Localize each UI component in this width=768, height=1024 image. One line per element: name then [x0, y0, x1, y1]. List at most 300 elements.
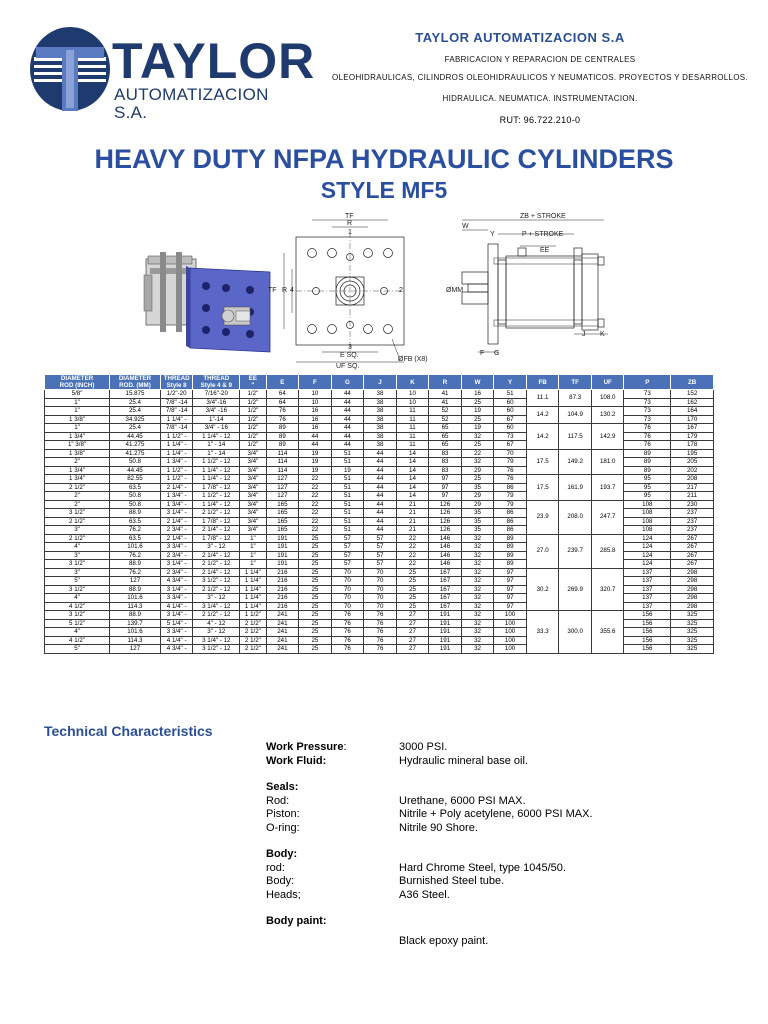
table-cell: 3/4": [240, 509, 266, 518]
table-cell: 3 1/4" - 12: [193, 602, 240, 611]
table-cell: 11: [396, 432, 429, 441]
body-label: Body:: [266, 848, 298, 860]
table-cell: 2 1/2" - 12: [193, 560, 240, 569]
table-cell-tf: 117.5: [559, 424, 592, 450]
table-cell-tf: 300.0: [559, 611, 592, 654]
table-cell: 76: [364, 628, 397, 637]
table-cell: 2 3/4" -: [160, 526, 193, 535]
table-row: [45, 611, 714, 620]
table-cell: 73: [624, 390, 671, 399]
table-cell: 14: [396, 449, 429, 458]
table-cell: 156: [624, 619, 671, 628]
table-cell: 21: [396, 526, 429, 535]
table-cell: 70: [331, 594, 364, 603]
table-cell: 137: [624, 585, 671, 594]
table-cell: 22: [299, 500, 332, 509]
table-cell: 25: [299, 568, 332, 577]
table-cell: 202: [671, 466, 714, 475]
logo-subtitle: AUTOMATIZACION S.A.: [114, 85, 269, 122]
table-cell-fb: 14.2: [526, 407, 559, 424]
table-cell: 25: [299, 585, 332, 594]
table-cell: 1 1/4": [240, 577, 266, 586]
table-cell: 19: [331, 466, 364, 475]
table-cell: 156: [624, 636, 671, 645]
table-cell: 267: [671, 534, 714, 543]
table-cell: 25: [299, 560, 332, 569]
table-cell-tf: 239.7: [559, 534, 592, 568]
table-cell: 2 1/2": [240, 636, 266, 645]
table-cell: 2 1/2" - 12: [193, 509, 240, 518]
table-cell: 34.925: [110, 415, 161, 424]
table-cell: 1 3/4" -: [160, 500, 193, 509]
table-cell: 237: [671, 526, 714, 535]
logo-emblem-icon: [28, 24, 114, 114]
table-cell: 73: [624, 398, 671, 407]
table-cell: 1" 3/8": [45, 441, 110, 450]
table-cell: 165: [266, 526, 299, 535]
table-cell: 21: [396, 500, 429, 509]
table-cell: 38: [364, 390, 397, 399]
table-cell: 97: [494, 602, 527, 611]
table-cell: 22: [396, 543, 429, 552]
table-cell: 89: [494, 560, 527, 569]
table-cell: 205: [671, 458, 714, 467]
table-cell: 191: [266, 551, 299, 560]
table-cell: 32: [461, 534, 494, 543]
page-subtitle: STYLE MF5: [320, 177, 448, 203]
heads-value: A36 Steel.: [399, 888, 450, 901]
table-cell: 35: [461, 509, 494, 518]
table-cell: 22: [396, 534, 429, 543]
table-cell: 1" - 14: [193, 449, 240, 458]
table-cell: 89: [494, 543, 527, 552]
work-pressure-value: 3000 PSI.: [399, 741, 448, 753]
table-cell: 79: [494, 458, 527, 467]
table-cell: 4" - 12: [193, 619, 240, 628]
col-header-j: J: [364, 375, 397, 390]
table-cell: 1": [240, 543, 266, 552]
tech-section-title: Technical Characteristics: [44, 723, 213, 739]
table-cell: 1/2": [240, 441, 266, 450]
dim-y: Y: [490, 231, 495, 238]
table-body: [45, 390, 714, 654]
table-cell: 76: [364, 611, 397, 620]
table-cell: 1/2": [240, 398, 266, 407]
table-cell: 191: [266, 560, 299, 569]
col-header-r: R: [429, 375, 462, 390]
table-cell: 3/4": [240, 492, 266, 501]
table-cell: 57: [331, 560, 364, 569]
table-cell: 38: [364, 407, 397, 416]
table-cell: 63.5: [110, 517, 161, 526]
table-row: [45, 534, 714, 543]
table-cell: 19: [461, 407, 494, 416]
table-cell: 1 1/4" -: [160, 441, 193, 450]
table-cell: 195: [671, 449, 714, 458]
table-cell: 1 7/8" - 12: [193, 534, 240, 543]
table-cell: 1/2": [240, 390, 266, 399]
table-cell: 1": [240, 534, 266, 543]
table-row: [45, 407, 714, 416]
table-cell: 73: [494, 432, 527, 441]
table-cell-fb: 14.2: [526, 424, 559, 450]
table-cell: 3 1/2" - 12: [193, 645, 240, 654]
col-header-k: K: [396, 375, 429, 390]
col-header-thread-s8: THREAD Style 8: [160, 375, 193, 390]
table-cell: 88.9: [110, 585, 161, 594]
table-cell-tf: 208.0: [559, 500, 592, 534]
table-cell: 146: [429, 534, 462, 543]
table-cell-tf: 161.9: [559, 475, 592, 501]
table-cell: 3/4": [240, 475, 266, 484]
table-cell: 16: [299, 407, 332, 416]
table-cell: 50.8: [110, 500, 161, 509]
col-header-y: Y: [494, 375, 527, 390]
table-cell: 64: [266, 390, 299, 399]
table-cell: 5/8": [45, 390, 110, 399]
table-cell: 1 1/2" - 12: [193, 458, 240, 467]
piston-seal-label: Piston:: [266, 808, 300, 820]
table-cell: 1": [240, 560, 266, 569]
table-cell: 76.2: [110, 526, 161, 535]
table-cell: 32: [461, 551, 494, 560]
table-cell: 2 1/2" - 12: [193, 611, 240, 620]
table-cell: 114.3: [110, 636, 161, 645]
table-cell-fb: 33.3: [526, 611, 559, 654]
table-cell: 167: [429, 577, 462, 586]
table-cell: 52: [429, 415, 462, 424]
table-cell: 5 1/4" -: [160, 619, 193, 628]
table-cell: 152: [671, 390, 714, 399]
table-cell: 19: [299, 449, 332, 458]
col-header-ee: EE ": [240, 375, 266, 390]
table-cell: 7/8" -14: [160, 398, 193, 407]
table-cell: 108: [624, 517, 671, 526]
col-header-tf: TF: [559, 375, 592, 390]
table-row: [45, 500, 714, 509]
table-cell: 5": [45, 577, 110, 586]
dim-k: K: [600, 331, 605, 338]
table-cell: 29: [461, 466, 494, 475]
table-cell: 1/2": [240, 415, 266, 424]
table-cell: 38: [364, 398, 397, 407]
table-cell: 51: [331, 449, 364, 458]
table-cell: 35: [461, 526, 494, 535]
table-cell: 267: [671, 543, 714, 552]
table-cell: 14: [396, 475, 429, 484]
table-cell-uf: 193.7: [591, 475, 624, 501]
table-cell: 67: [494, 415, 527, 424]
table-cell: 178: [671, 441, 714, 450]
table-cell: 2": [45, 500, 110, 509]
table-cell: 76: [331, 611, 364, 620]
company-line-1: FABRICACION Y REPARACION DE CENTRALES: [444, 55, 636, 64]
table-cell: 1 1/2" - 12: [193, 492, 240, 501]
table-cell: 70: [494, 449, 527, 458]
table-cell: 241: [266, 645, 299, 654]
table-cell: 22: [396, 551, 429, 560]
table-cell: 100: [494, 619, 527, 628]
table-cell: 57: [331, 551, 364, 560]
table-cell: 32: [461, 560, 494, 569]
table-cell: 65: [429, 441, 462, 450]
table-cell: 3/4": [240, 483, 266, 492]
table-cell: 25: [461, 398, 494, 407]
table-cell: 25: [299, 645, 332, 654]
table-cell: 1 1/2" -: [160, 475, 193, 484]
table-cell: 216: [266, 594, 299, 603]
table-cell: 27: [396, 645, 429, 654]
table-cell: 1 7/8" - 12: [193, 517, 240, 526]
table-cell: 44: [299, 441, 332, 450]
table-cell: 137: [624, 602, 671, 611]
table-cell: 298: [671, 594, 714, 603]
table-cell: 25: [461, 441, 494, 450]
table-cell: 70: [364, 585, 397, 594]
table-cell: 76: [266, 415, 299, 424]
table-cell: 25.4: [110, 424, 161, 433]
table-cell: 101.6: [110, 543, 161, 552]
table-cell: 16: [461, 390, 494, 399]
table-cell: 64: [266, 398, 299, 407]
table-cell: 44.45: [110, 432, 161, 441]
table-cell: 3 3/4" -: [160, 594, 193, 603]
rod-seal-label: Rod:: [266, 794, 290, 807]
table-cell: 88.9: [110, 560, 161, 569]
table-cell: 51: [331, 458, 364, 467]
table-cell: 127: [110, 645, 161, 654]
table-cell: 167: [429, 568, 462, 577]
table-cell: 95: [624, 492, 671, 501]
table-cell: 32: [461, 628, 494, 637]
table-cell: 21: [396, 509, 429, 518]
table-cell: 22: [299, 526, 332, 535]
table-cell: 2 1/2": [240, 619, 266, 628]
table-cell: 57: [364, 534, 397, 543]
table-cell: 97: [429, 492, 462, 501]
table-cell-uf: 320.7: [591, 568, 624, 611]
table-cell: 156: [624, 645, 671, 654]
table-cell: 179: [671, 432, 714, 441]
table-cell: 25: [299, 611, 332, 620]
dim-ufsq: UF SQ.: [336, 363, 360, 370]
table-cell: 4": [45, 628, 110, 637]
table-cell: 89: [624, 458, 671, 467]
table-cell: 3" - 12: [193, 628, 240, 637]
table-cell: 3/4": [240, 526, 266, 535]
table-cell: 1": [45, 398, 110, 407]
table-cell: 97: [494, 585, 527, 594]
table-cell: 44: [364, 483, 397, 492]
table-cell: 127: [110, 577, 161, 586]
table-cell-uf: 108.0: [591, 390, 624, 407]
tech-characteristics: [266, 741, 593, 948]
table-cell: 76.2: [110, 568, 161, 577]
table-cell: 191: [429, 645, 462, 654]
col-header-w: W: [461, 375, 494, 390]
table-cell: 325: [671, 636, 714, 645]
table-cell: 32: [461, 636, 494, 645]
table-cell: 22: [299, 475, 332, 484]
table-cell: 27: [396, 619, 429, 628]
table-cell: 241: [266, 628, 299, 637]
table-cell: 51: [331, 500, 364, 509]
table-cell: 50.8: [110, 458, 161, 467]
table-cell: 57: [364, 560, 397, 569]
table-cell: 5": [45, 645, 110, 654]
table-cell: 101.6: [110, 594, 161, 603]
table-cell: 2 1/2": [240, 645, 266, 654]
table-cell: 11: [396, 424, 429, 433]
table-cell: 44: [299, 432, 332, 441]
table-cell: 146: [429, 560, 462, 569]
table-cell: 76: [494, 475, 527, 484]
table-cell: 27: [396, 628, 429, 637]
table-cell: 76: [364, 645, 397, 654]
table-cell: 19: [461, 424, 494, 433]
table-cell: 44: [364, 466, 397, 475]
table-cell-fb: 23.9: [526, 500, 559, 534]
table-cell: 1 3/8": [45, 449, 110, 458]
table-cell: 38: [364, 415, 397, 424]
table-cell: 114.3: [110, 602, 161, 611]
table-cell: 114: [266, 466, 299, 475]
table-cell: 7/8" -14: [160, 407, 193, 416]
table-cell: 22: [299, 517, 332, 526]
table-cell: 1 1/4" -: [160, 415, 193, 424]
table-cell: 4 1/2": [45, 636, 110, 645]
table-cell: 1 3/4": [45, 475, 110, 484]
table-cell: 16: [299, 424, 332, 433]
col-header-uf: UF: [591, 375, 624, 390]
table-cell: 65: [429, 432, 462, 441]
company-info: [320, 30, 760, 125]
seals-label: Seals:: [266, 781, 299, 793]
table-cell: 2 1/4" -: [160, 517, 193, 526]
logo-wordmark: TAYLOR: [112, 33, 316, 89]
table-cell: 2 1/2": [240, 628, 266, 637]
table-cell: 70: [331, 577, 364, 586]
table-cell: 211: [671, 492, 714, 501]
table-cell: 32: [461, 543, 494, 552]
table-cell: 241: [266, 619, 299, 628]
table-cell: 25: [396, 577, 429, 586]
table-cell: 2 3/4" -: [160, 568, 193, 577]
cylinder-3d-illustration: [144, 252, 270, 352]
table-cell: 1 1/4" - 12: [193, 475, 240, 484]
table-cell: 82.55: [110, 475, 161, 484]
oring-label: O-ring:: [266, 821, 300, 834]
col-header-f: F: [299, 375, 332, 390]
table-cell: 237: [671, 517, 714, 526]
table-cell: 3 1/4" -: [160, 509, 193, 518]
port-1-label: 1: [348, 229, 352, 236]
table-cell: 191: [266, 534, 299, 543]
table-cell: 44: [364, 492, 397, 501]
body-rod-value: Hard Chrome Steel, type 1045/50.: [399, 861, 566, 874]
dim-g: G: [494, 350, 500, 357]
oring-value: Nitrile 90 Shore.: [399, 821, 478, 834]
table-cell: 3 1/2": [45, 585, 110, 594]
table-cell: 57: [331, 534, 364, 543]
table-cell: 21: [396, 517, 429, 526]
table-cell: 216: [266, 577, 299, 586]
table-cell: 95: [624, 475, 671, 484]
table-cell: 63.5: [110, 483, 161, 492]
table-cell: 100: [494, 628, 527, 637]
table-cell: 126: [429, 517, 462, 526]
table-cell: 167: [671, 424, 714, 433]
table-cell: 88.9: [110, 611, 161, 620]
table-cell: 108: [624, 526, 671, 535]
dim-w: W: [462, 223, 469, 230]
table-cell: 216: [266, 585, 299, 594]
table-cell: 114: [266, 449, 299, 458]
table-cell: 32: [461, 585, 494, 594]
table-cell: 86: [494, 517, 527, 526]
table-cell: 76: [266, 407, 299, 416]
table-cell: 76: [331, 619, 364, 628]
table-cell: 44: [364, 526, 397, 535]
col-header-e: E: [266, 375, 299, 390]
table-cell: 137: [624, 568, 671, 577]
table-cell: 32: [461, 611, 494, 620]
table-cell: 137: [624, 594, 671, 603]
table-cell: 1 1/4": [240, 568, 266, 577]
table-cell: 139.7: [110, 619, 161, 628]
table-cell: 127: [266, 475, 299, 484]
table-cell: 3": [45, 526, 110, 535]
table-cell-uf: 355.6: [591, 611, 624, 654]
table-cell: 25: [299, 543, 332, 552]
port-2-label: 2: [399, 287, 403, 294]
table-cell: 267: [671, 551, 714, 560]
table-cell: 5 1/2": [45, 619, 110, 628]
table-cell: 1": [45, 407, 110, 416]
table-cell: 3/4" - 16: [193, 424, 240, 433]
table-cell: 44: [364, 500, 397, 509]
table-cell: 216: [266, 602, 299, 611]
table-cell: 76: [624, 424, 671, 433]
table-cell: 3": [45, 568, 110, 577]
table-cell: 22: [299, 509, 332, 518]
table-cell-uf: 181.0: [591, 449, 624, 475]
table-cell: 137: [624, 577, 671, 586]
table-cell: 1 1/2" -: [160, 466, 193, 475]
table-cell: 156: [624, 628, 671, 637]
table-cell: 25.4: [110, 398, 161, 407]
table-cell: 14: [396, 466, 429, 475]
table-cell: 1"-14: [193, 415, 240, 424]
table-cell: 298: [671, 577, 714, 586]
table-cell: 3/4": [240, 517, 266, 526]
table-cell: 44: [331, 424, 364, 433]
table-cell: 325: [671, 645, 714, 654]
table-cell: 79: [494, 492, 527, 501]
table-cell: 162: [671, 398, 714, 407]
table-cell: 325: [671, 611, 714, 620]
table-cell: 1 3/8": [45, 415, 110, 424]
table-cell: 1": [45, 424, 110, 433]
table-cell: 73: [624, 415, 671, 424]
dim-mm: ØMM: [446, 287, 464, 294]
table-cell: 41.275: [110, 441, 161, 450]
rod-seal-value: Urethane, 6000 PSI MAX.: [399, 794, 526, 807]
table-cell: 1 1/4" - 12: [193, 466, 240, 475]
table-cell: 32: [461, 645, 494, 654]
table-cell-fb: 17.5: [526, 475, 559, 501]
table-cell: 4": [45, 543, 110, 552]
